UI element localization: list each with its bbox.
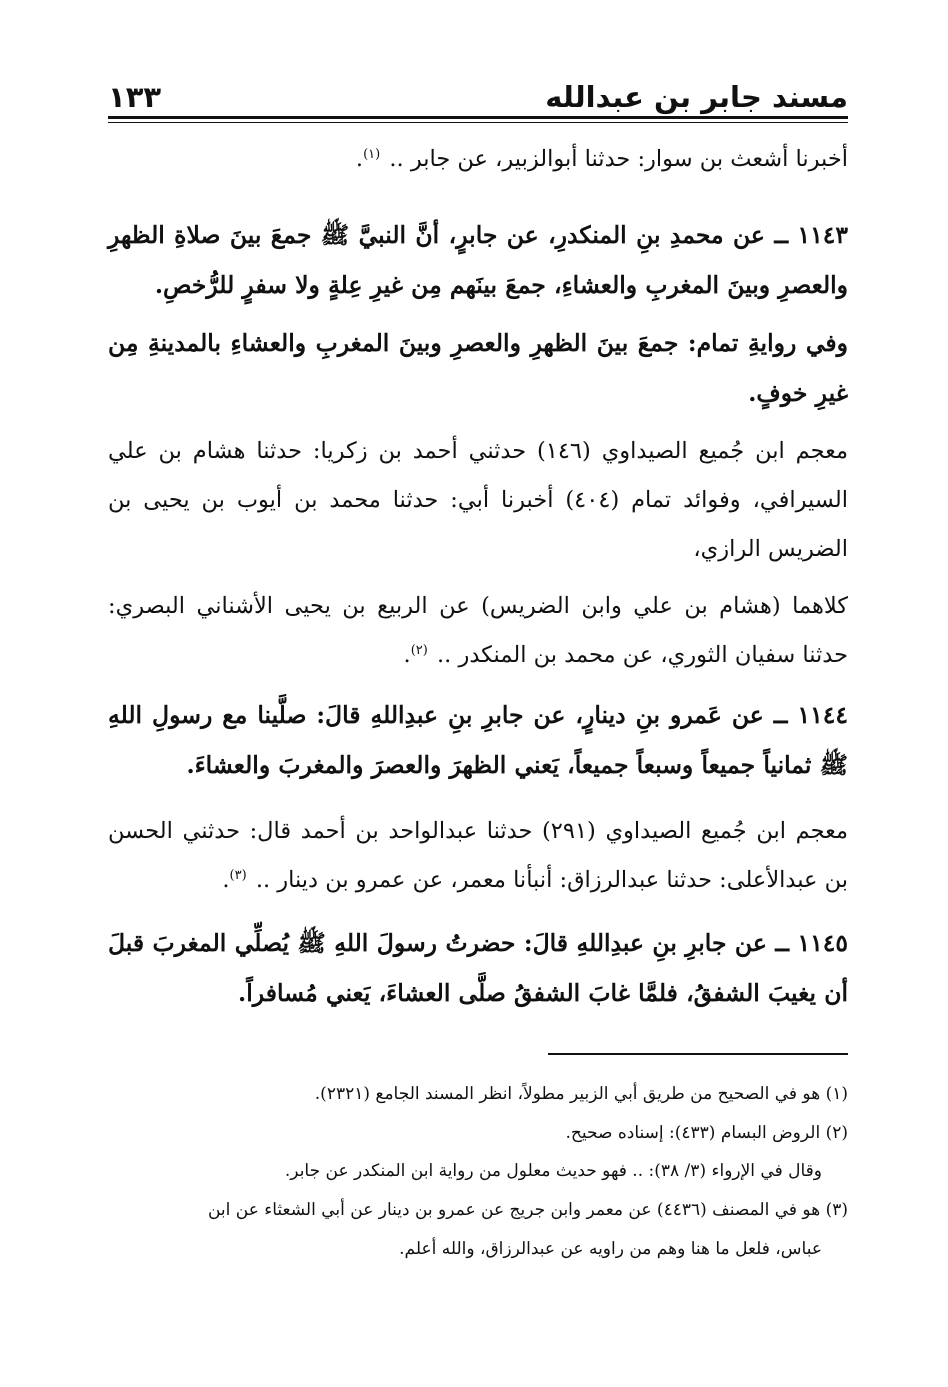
hadith-1143: ١١٤٣ ــ عن محمدِ بنِ المنكدرِ، عن جابرٍ، أنَّ النبيَّ ﷺ جمعَ بينَ صلاةِ الظهرِ والعصرِ وبينَ المغربِ والعشاءِ، جمعَ بينَهم مِن غيرِ عِلةٍ ولا سفرٍ للرُّخصِ. <box>108 221 848 299</box>
source-note-1: معجم ابن جُميع الصيداوي (١٤٦) حدثني أحمد بن زكريا: حدثنا هشام بن علي السيرافي، وفوائد تمام (٤٠٤) أخبرنا أبي: حدثنا محمد بن أيوب بن يحيى بن الضريس الرازي، <box>108 438 848 562</box>
footnote-2-continuation: وقال في الإرواء (٣/ ٣٨): .. فهو حديث معلول من رواية ابن المنكدر عن جابر. <box>284 1161 822 1181</box>
source-note-2: كلاهما (هشام بن علي وابن الضريس) عن الربيع بن يحيى الأشناني البصري: حدثنا سفيان الثوري، عن محمد بن المنكدر .. $^{(٢)}$. <box>108 593 848 668</box>
header-rule-thin <box>108 122 848 123</box>
footnote-ref-2[interactable]: (٢) <box>410 642 428 658</box>
page-number: ١٣٣ <box>108 80 162 114</box>
book-title: مسند جابر بن عبدالله <box>545 80 848 114</box>
hadith-1144: ١١٤٤ ــ عن عَمرو بنِ دينارٍ، عن جابرِ بنِ عبدِاللهِ قالَ: صلَّينا مع رسولِ اللهِ ﷺ ثمانياً جميعاً وسبعاً جميعاً، يَعني الظهرَ والعصرَ والمغربَ والعشاءَ. <box>108 701 848 779</box>
source-note-3: معجم ابن جُميع الصيداوي (٢٩١) حدثنا عبدالواحد بن أحمد قال: حدثني الحسن بن عبدالأعلى: حدثنا عبدالرزاق: أنبأنا معمر، عن عمرو بن دينار .. $^{(٣)}$. <box>108 818 848 893</box>
isnad-continuation: أخبرنا أشعث بن سوار: حدثنا أبوالزبير، عن جابر .. $^{(١)}$. <box>355 146 848 172</box>
hadith-1143-variant: وفي روايةِ تمام: جمعَ بينَ الظهرِ والعصرِ وبينَ المغربِ والعشاءِ بالمدينةِ مِن غيرِ خوفٍ. <box>108 329 848 407</box>
footnote-ref-3[interactable]: (٣) <box>229 867 247 883</box>
running-header <box>108 78 848 116</box>
hadith-1145: ١١٤٥ ــ عن جابرِ بنِ عبدِاللهِ قالَ: حضرتُ رسولَ اللهِ ﷺ يُصلِّي المغربَ قبلَ أن يغيبَ الشفقُ، فلمَّا غابَ الشفقُ صلَّى العشاءَ، يَعني مُسافراً. <box>108 929 848 1007</box>
header-rule-thick <box>108 116 848 119</box>
footnote-ref-1[interactable]: (١) <box>363 146 381 162</box>
footnote-3-continuation: عباس، فلعل ما هنا وهم من راويه عن عبدالرزاق، والله أعلم. <box>399 1239 822 1259</box>
footnote-separator <box>548 1053 848 1055</box>
footnote-3: (٣) هو في المصنف (٤٤٣٦) عن معمر وابن جريج عن عمرو بن دينار عن أبي الشعثاء عن ابن <box>207 1200 848 1220</box>
footnote-1: (١) هو في الصحيح من طريق أبي الزبير مطولاً، انظر المسند الجامع (٢٣٢١). <box>314 1084 848 1104</box>
footnote-2: (٢) الروض البسام (٤٣٣): إسناده صحيح. <box>565 1123 848 1143</box>
